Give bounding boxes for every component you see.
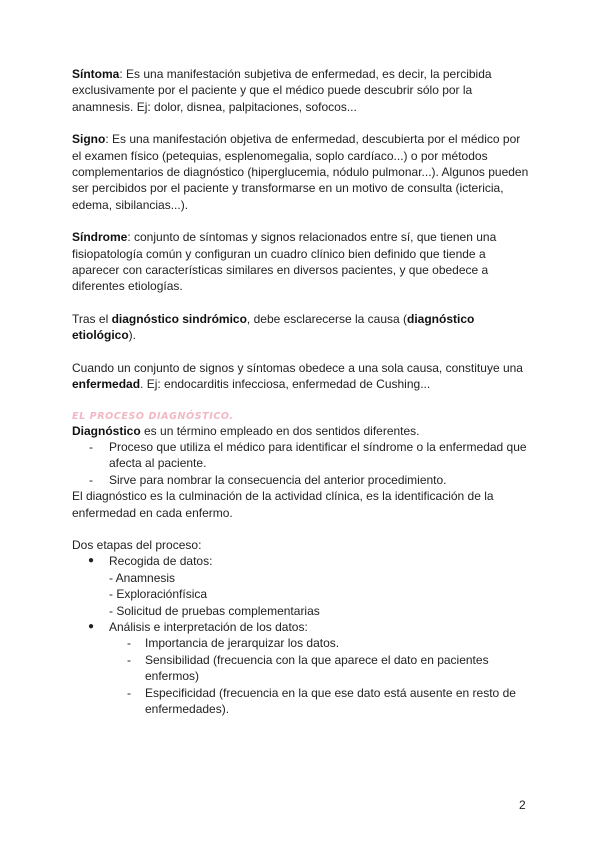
- list-item: [72, 472, 532, 488]
- paragraph-etapas-intro: Dos etapas del proceso:: [72, 537, 202, 552]
- paragraph-tras: [72, 311, 532, 344]
- tras-text-a: Tras el: [72, 311, 112, 326]
- bullet-marker: ●: [88, 555, 95, 567]
- bullet-label: Análisis e interpretación de los datos:: [109, 619, 308, 634]
- definition-signo: : Es una manifestación objetiva de enfermedad, descubierta por el médico por el examen físico (petequias, esplenomegalia, soplo cardíaco...) o por métodos complementarios de diagnóstico (hiperglucemia, nódulo pulmonar...). Algunos pueden ser percibidos por el paciente y transformarse en un motivo de consulta (ictericia, edema, sibilancias...).: [72, 132, 529, 212]
- term-enfermedad: enfermedad: [72, 377, 141, 392]
- tras-text-d: ).: [128, 328, 137, 343]
- section-title: EL PROCESO DIAGNÓSTICO.: [72, 410, 234, 422]
- diagnostico-text: es un término empleado en dos sentidos diferentes.: [140, 423, 420, 438]
- paragraph-conclusion: El diagnóstico es la culminación de la actividad clínica, es la identificación de la enfermedad en cada enfermo.: [72, 489, 494, 520]
- list-item: [72, 439, 532, 472]
- paragraph-cuando: [72, 360, 532, 393]
- sub-line: - Solicitud de pruebas complementarias: [109, 603, 320, 618]
- definition-sindrome: : conjunto de síntomas y signos relacionados entre sí, que tienen una fisiopatología común y configuran un cuadro clínico bien definido que tiende a aparecer con características similares en diversos pacientes, y que obedece a diferentes etiologías.: [72, 230, 497, 294]
- dash-marker: -: [127, 652, 131, 667]
- sub-list-item: [72, 685, 532, 718]
- tras-text-c: , debe esclarecerse la causa (: [246, 311, 408, 326]
- term-sintoma: Síntoma: [72, 67, 120, 81]
- page-number: 2: [519, 798, 526, 812]
- sub-list-item-text: Importancia de jerarquizar los datos.: [145, 636, 340, 651]
- document-page: [72, 66, 532, 717]
- dash-marker: -: [89, 439, 93, 454]
- term-sindrome: Síndrome: [72, 230, 128, 245]
- sub-list-item: [72, 635, 532, 651]
- definition-sintoma: : Es una manifestación subjetiva de enfermedad, es decir, la percibida exclusivamente por el paciente y que el médico puede descubrir sólo por la anamnesis. Ej: dolor, disnea, palpitaciones, sofocos...: [72, 67, 492, 114]
- sub-list-item-text: Especificidad (frecuencia en la que ese dato está ausente en resto de enfermedades).: [145, 685, 516, 716]
- dash-marker: -: [89, 472, 93, 487]
- dash-marker: -: [127, 636, 131, 651]
- paragraph-sindrome: [72, 229, 532, 295]
- sub-line: - Exploraciónfísica: [109, 587, 208, 602]
- term-diagnostico-sindromico: diagnóstico sindrómico: [111, 311, 247, 326]
- cuando-text-a: Cuando un conjunto de signos y síntomas obedece a una sola causa, constituye una: [72, 360, 523, 375]
- paragraph-sintoma: [72, 66, 532, 115]
- sub-line: - Anamnesis: [109, 570, 176, 585]
- sub-list-item: [72, 652, 532, 685]
- list-item-text: Proceso que utiliza el médico para identificar el síndrome o la enfermedad que afecta al paciente.: [109, 439, 527, 471]
- bullet-label: Recogida de datos:: [109, 554, 213, 569]
- paragraph-diagnostico: [72, 423, 532, 439]
- cuando-text-c: . Ej: endocarditis infecciosa, enfermedad de Cushing...: [140, 377, 431, 392]
- term-signo: Signo: [72, 132, 106, 147]
- bullet-item-recogida: [72, 553, 532, 569]
- dash-marker: -: [127, 685, 131, 700]
- bullet-item-analisis: [72, 619, 532, 635]
- sub-list-item-text: Sensibilidad (frecuencia con la que aparece el dato en pacientes enfermos): [145, 652, 489, 684]
- list-item-text: Sirve para nombrar la consecuencia del anterior procedimiento.: [109, 472, 447, 487]
- paragraph-signo: [72, 131, 532, 213]
- term-diagnostico-etiologico: diagnóstico etiológico: [72, 311, 475, 343]
- term-diagnostico: Diagnóstico: [72, 423, 141, 438]
- bullet-marker: ●: [88, 620, 95, 632]
